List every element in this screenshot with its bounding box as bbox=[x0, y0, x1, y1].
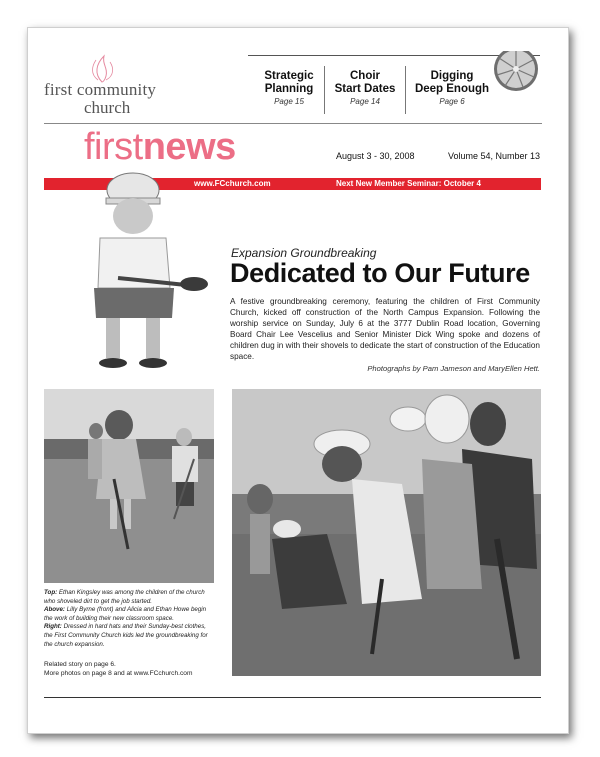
teaser-title-line1: Digging bbox=[430, 70, 474, 82]
teaser-title-line1: Strategic bbox=[264, 70, 314, 82]
caption-above-label: Above: bbox=[44, 606, 65, 614]
banner-website-link[interactable]: www.FCchurch.com bbox=[194, 179, 271, 188]
logo-line-1: first community bbox=[44, 80, 157, 99]
caption-above-text: Lilly Byrne (front) and Alicia and Ethan Howe begin the work of building their new classroom space. bbox=[44, 606, 207, 622]
teaser-page: Page 6 bbox=[439, 97, 465, 106]
teaser-title-line2: Planning bbox=[264, 83, 314, 95]
teaser-title-line2: Start Dates bbox=[334, 83, 396, 95]
teaser-page: Page 15 bbox=[274, 97, 304, 106]
more-photos-link[interactable]: More photos on page 8 and at www.FCchurch.com bbox=[44, 670, 193, 677]
issue-date: August 3 - 30, 2008 bbox=[336, 151, 415, 161]
related-story-line: Related story on page 6. bbox=[44, 661, 116, 668]
related-links bbox=[44, 660, 224, 678]
logo-line-2: church bbox=[84, 98, 131, 117]
orange-slice-image bbox=[489, 51, 541, 93]
photo-caption bbox=[44, 589, 216, 649]
footer-rule bbox=[44, 697, 541, 698]
caption-top-label: Top: bbox=[44, 589, 58, 596]
issue-volume: Volume 54, Number 13 bbox=[448, 151, 541, 161]
caption-right-text: Dressed in hard hats and their Sunday-best clothes, the First Community Church kids led the groundbreaking for the church expansion. bbox=[44, 623, 208, 648]
article-kicker: Expansion Groundbreaking bbox=[231, 246, 377, 260]
church-logo bbox=[44, 50, 194, 120]
teaser-divider bbox=[324, 66, 325, 114]
masthead-first: first bbox=[84, 126, 143, 168]
flame-logo-icon bbox=[72, 50, 132, 84]
teaser-choir-start-dates[interactable] bbox=[332, 70, 398, 107]
banner-seminar-text: Next New Member Seminar: October 4 bbox=[336, 179, 481, 188]
caption-top-text: Ethan Kingsley was among the children of the church who shoveled dirt to get the job started. bbox=[44, 589, 205, 605]
masthead-news: news bbox=[142, 126, 236, 168]
teaser-strategic-planning[interactable] bbox=[258, 70, 320, 107]
header-bottom-rule bbox=[44, 123, 542, 124]
article-headline: Dedicated to Our Future bbox=[230, 258, 530, 288]
teaser-title-line1: Choir bbox=[349, 70, 381, 82]
caption-right-label: Right: bbox=[44, 623, 62, 631]
teaser-title-line2: Deep Enough bbox=[414, 83, 490, 95]
child-with-shovel-photo bbox=[58, 168, 208, 378]
masthead-title bbox=[84, 126, 236, 169]
teaser-divider bbox=[405, 66, 406, 114]
article-lede: A festive groundbreaking ceremony, featuring the children of First Community Church, kicked off construction of the North Campus Expansion. Following the worship service on Sunday, July 6 at the 3777 Dublin Road location, Governing Board Chair Lee Vescelius and Senior Minister Dick Wing spoke and dozens of children dug in with their shovels to dedicate the start of construction of the Education space. bbox=[230, 297, 540, 361]
kids-in-hard-hats-photo bbox=[232, 389, 541, 676]
photo-credit: Photographs by Pam Jameson and MaryEllen Hett. bbox=[367, 364, 540, 373]
children-digging-photo bbox=[44, 389, 214, 583]
teaser-digging-deep-enough[interactable] bbox=[412, 70, 492, 107]
teaser-page: Page 14 bbox=[350, 97, 380, 106]
